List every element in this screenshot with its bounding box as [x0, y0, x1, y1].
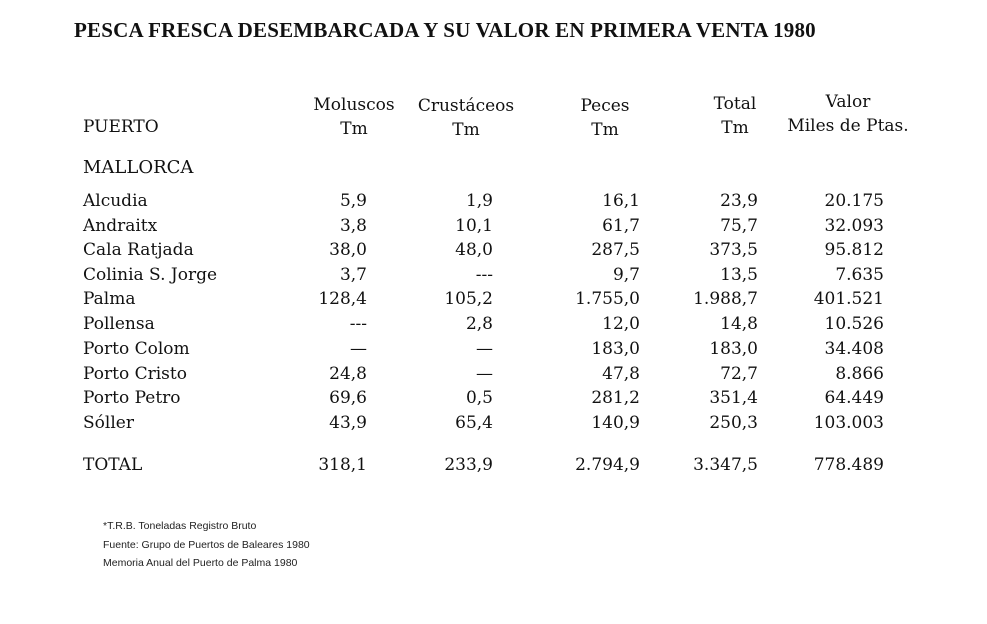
- row-total: 1.988,7: [693, 289, 758, 309]
- total-total: 3.347,5: [693, 455, 758, 475]
- total-row: [0, 455, 987, 479]
- table-row: [0, 339, 987, 363]
- header-valor: [782, 90, 914, 138]
- row-crustaceos: 0,5: [465, 388, 493, 408]
- page-title: PESCA FRESCA DESEMBARCADA Y SU VALOR EN PRIMERA VENTA 1980: [74, 18, 816, 42]
- row-total: 72,7: [720, 364, 758, 384]
- row-valor: 32.093: [824, 216, 884, 236]
- row-moluscos: 43,9: [329, 413, 367, 433]
- total-valor: 778.489: [813, 455, 884, 475]
- header-total: [690, 92, 780, 140]
- table-row: [0, 216, 987, 240]
- row-total: 183,0: [709, 339, 758, 359]
- table-row: [0, 413, 987, 437]
- total-peces: 2.794,9: [575, 455, 640, 475]
- row-moluscos: ---: [349, 314, 367, 334]
- row-valor: 64.449: [824, 388, 884, 408]
- row-puerto: Alcudia: [83, 191, 148, 211]
- row-crustaceos: 65,4: [455, 413, 493, 433]
- row-moluscos: —: [350, 339, 367, 359]
- row-puerto: Andraitx: [83, 216, 158, 236]
- header-crustaceos: [410, 94, 522, 142]
- row-total: 14,8: [720, 314, 758, 334]
- row-crustaceos: 1,9: [465, 191, 493, 211]
- header-valor-unit: Miles de Ptas.: [787, 116, 909, 136]
- row-moluscos: 24,8: [329, 364, 367, 384]
- row-peces: 281,2: [591, 388, 640, 408]
- row-moluscos: 38,0: [329, 240, 367, 260]
- row-peces: 140,9: [591, 413, 640, 433]
- header-moluscos-unit: Tm: [340, 119, 368, 139]
- row-crustaceos: 2,8: [465, 314, 493, 334]
- row-crustaceos: 48,0: [455, 240, 493, 260]
- row-puerto: Porto Colom: [83, 339, 190, 359]
- header-valor-label: Valor: [825, 92, 871, 112]
- row-peces: 61,7: [602, 216, 640, 236]
- table-row: [0, 265, 987, 289]
- row-crustaceos: —: [476, 339, 493, 359]
- row-moluscos: 5,9: [339, 191, 367, 211]
- header-puerto: PUERTO: [83, 117, 159, 137]
- row-valor: 401.521: [813, 289, 884, 309]
- row-valor: 103.003: [813, 413, 884, 433]
- header-peces-label: Peces: [580, 96, 630, 116]
- row-peces: 9,7: [612, 265, 640, 285]
- row-puerto: Cala Ratjada: [83, 240, 194, 260]
- row-valor: 20.175: [824, 191, 884, 211]
- row-puerto: Palma: [83, 289, 136, 309]
- row-crustaceos: —: [476, 364, 493, 384]
- header-peces-unit: Tm: [591, 120, 619, 140]
- row-puerto: Porto Cristo: [83, 364, 187, 384]
- footnote: Fuente: Grupo de Puertos de Baleares 1980: [103, 539, 310, 551]
- row-total: 75,7: [720, 216, 758, 236]
- table-row: [0, 388, 987, 412]
- row-valor: 34.408: [824, 339, 884, 359]
- table-row: [0, 191, 987, 215]
- header-crustaceos-unit: Tm: [452, 120, 480, 140]
- row-crustaceos: 105,2: [444, 289, 493, 309]
- table-row: [0, 240, 987, 264]
- row-valor: 8.866: [835, 364, 884, 384]
- row-puerto: Sóller: [83, 413, 134, 433]
- footnote: *T.R.B. Toneladas Registro Bruto: [103, 520, 257, 532]
- region-label: MALLORCA: [83, 157, 194, 178]
- footnote: Memoria Anual del Puerto de Palma 1980: [103, 557, 298, 569]
- row-valor: 10.526: [824, 314, 884, 334]
- table-row: [0, 314, 987, 338]
- row-peces: 183,0: [591, 339, 640, 359]
- total-moluscos: 318,1: [318, 455, 367, 475]
- row-puerto: Pollensa: [83, 314, 155, 334]
- row-peces: 47,8: [602, 364, 640, 384]
- row-valor: 95.812: [824, 240, 884, 260]
- row-total: 13,5: [720, 265, 758, 285]
- row-moluscos: 3,8: [339, 216, 367, 236]
- total-label: TOTAL: [83, 455, 143, 475]
- header-peces: [560, 94, 650, 142]
- total-crustaceos: 233,9: [444, 455, 493, 475]
- table-row: [0, 364, 987, 388]
- row-crustaceos: ---: [475, 265, 493, 285]
- row-total: 373,5: [709, 240, 758, 260]
- row-moluscos: 128,4: [318, 289, 367, 309]
- row-total: 250,3: [709, 413, 758, 433]
- row-peces: 1.755,0: [575, 289, 640, 309]
- row-puerto: Porto Petro: [83, 388, 181, 408]
- row-valor: 7.635: [835, 265, 884, 285]
- row-total: 351,4: [709, 388, 758, 408]
- header-total-label: Total: [713, 94, 757, 114]
- row-puerto: Colinia S. Jorge: [83, 265, 218, 285]
- row-peces: 12,0: [602, 314, 640, 334]
- row-total: 23,9: [720, 191, 758, 211]
- table-row: [0, 289, 987, 313]
- header-total-unit: Tm: [721, 118, 749, 138]
- row-crustaceos: 10,1: [455, 216, 493, 236]
- header-crustaceos-label: Crustáceos: [417, 96, 515, 116]
- row-moluscos: 3,7: [339, 265, 367, 285]
- row-peces: 287,5: [591, 240, 640, 260]
- header-moluscos-label: Moluscos: [313, 95, 395, 115]
- header-moluscos: [302, 93, 406, 141]
- row-moluscos: 69,6: [329, 388, 367, 408]
- row-peces: 16,1: [602, 191, 640, 211]
